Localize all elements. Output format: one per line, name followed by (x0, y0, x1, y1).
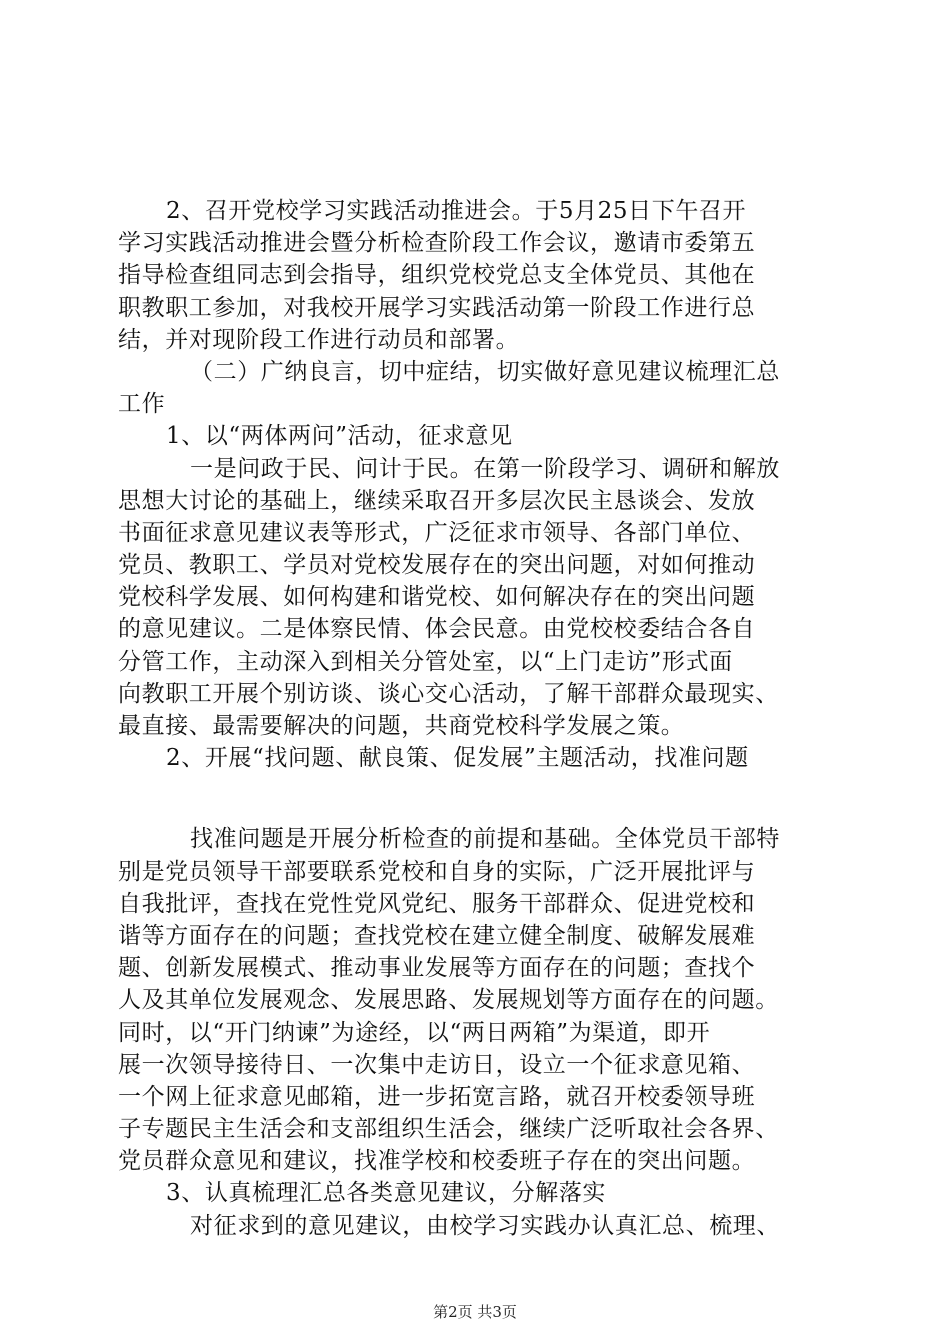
paragraph-line: 分管工作，主动深入到相关分管处室，以“上门走访”形式面 (118, 648, 733, 675)
paragraph-line: 同时，以“开门纳谏”为途经，以“两日两箱”为渠道，即开 (118, 1019, 711, 1046)
paragraph-line: 自我批评，查找在党性党风党纪、服务干部群众、促进党校和 (118, 890, 756, 917)
section-heading: （二）广纳良言，切中症结，切实做好意见建议梳理汇总 (190, 358, 780, 385)
paragraph-line: 展一次领导接待日、一次集中走访日，设立一个征求意见箱、 (118, 1051, 756, 1078)
paragraph-line: 子专题民主生活会和支部组织生活会，继续广泛听取社会各界、 (118, 1116, 779, 1143)
paragraph-line: 指导检查组同志到会指导，组织党校党总支全体党员、其他在 (118, 262, 756, 289)
page-footer: 第2页 共3页 (433, 1303, 517, 1321)
paragraph-line: 党员、教职工、学员对党校发展存在的突出问题，对如何推动 (118, 552, 756, 579)
paragraph-line: 思想大讨论的基础上，继续采取召开多层次民主恳谈会、发放 (118, 487, 756, 514)
paragraph-line: 向教职工开展个别访谈、谈心交心活动，了解干部群众最现实、 (118, 680, 779, 707)
paragraph-line: 找准问题是开展分析检查的前提和基础。全体党员干部特 (190, 826, 780, 853)
subsection-heading: 3、认真梳理汇总各类意见建议，分解落实 (166, 1180, 607, 1207)
paragraph-line: 对征求到的意见建议，由校学习实践办认真汇总、梳理、 (190, 1212, 780, 1239)
paragraph-line: 党员群众意见和建议，找准学校和校委班子存在的突出问题。 (118, 1148, 756, 1175)
document-body (118, 195, 836, 1242)
subsection-heading: 1、以“两体两问”活动，征求意见 (166, 423, 513, 450)
paragraph-line: 别是党员领导干部要联系党校和自身的实际，广泛开展批评与 (118, 858, 756, 885)
paragraph-line: 2、召开党校学习实践活动推进会。于5月25日下午召开 (166, 198, 747, 224)
paragraph-spacer (118, 774, 836, 823)
paragraph-line: 党校科学发展、如何构建和谐党校、如何解决存在的突出问题 (118, 584, 756, 611)
paragraph-line: 一是问政于民、问计于民。在第一阶段学习、调研和解放 (190, 455, 780, 482)
paragraph-line: 结，并对现阶段工作进行动员和部署。 (118, 326, 520, 353)
subsection-heading: 2、开展“找问题、献良策、促发展”主题活动，找准问题 (166, 745, 749, 772)
paragraph-line: 学习实践活动推进会暨分析检查阶段工作会议，邀请市委第五 (118, 230, 756, 257)
section-heading: 工作 (118, 391, 166, 418)
paragraph-line: 职教职工参加，对我校开展学习实践活动第一阶段工作进行总 (118, 294, 756, 321)
paragraph-line: 一个网上征求意见邮箱，进一步拓宽言路，就召开校委领导班 (118, 1083, 756, 1110)
paragraph-line: 人及其单位发展观念、发展思路、发展规划等方面存在的问题。 (118, 987, 779, 1014)
paragraph-line: 题、创新发展模式、推动事业发展等方面存在的问题；查找个 (118, 955, 756, 982)
paragraph-line: 的意见建议。二是体察民情、体会民意。由党校校委结合各自 (118, 616, 756, 643)
paragraph-line: 谐等方面存在的问题；查找党校在建立健全制度、破解发展难 (118, 922, 756, 949)
paragraph-line: 书面征求意见建议表等形式，广泛征求市领导、各部门单位、 (118, 519, 756, 546)
paragraph-line: 最直接、最需要解决的问题，共商党校科学发展之策。 (118, 713, 685, 739)
